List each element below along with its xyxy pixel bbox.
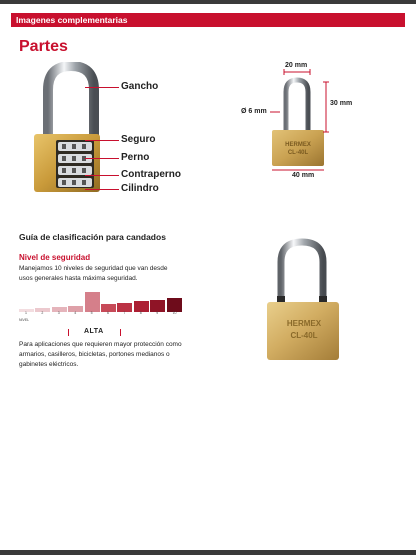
rating-bracket-right [120, 329, 121, 336]
scale-start-label: NIVEL [19, 318, 30, 322]
engraving-brand: HERMEX [286, 319, 322, 328]
engraving-model-small: CL-40L [287, 150, 309, 156]
engraving-model: CL-40L [290, 331, 318, 340]
rating-label: ALTA [84, 328, 104, 335]
label-seguro: Seguro [121, 134, 156, 145]
combination-padlock-image [26, 62, 106, 197]
bottom-border [0, 550, 416, 555]
dimension-padlock-image [262, 62, 342, 172]
scale-bar-5 [85, 292, 100, 312]
top-border [0, 0, 416, 4]
label-gancho: Gancho [121, 81, 159, 92]
scale-tick-7: 7 [123, 311, 126, 315]
application-description: Para aplicaciones que requieren mayor protección como armarios, casilleros, bicicletas, portones medianos o gabinetes eléctricos. [19, 341, 182, 368]
scale-tick-2: 2 [41, 311, 44, 315]
label-contraperno: Contraperno [121, 169, 181, 180]
scale-tick-6: 6 [107, 311, 109, 315]
leader-contraperno [85, 175, 119, 176]
engraving-brand-small: HERMEX [285, 142, 311, 148]
security-level-description: Manejamos 10 niveles de seguridad que van desde usos generales hasta máxima seguridad. [19, 265, 168, 282]
guide-title: Guía de clasificación para candados [19, 232, 166, 242]
rating-bracket-left [68, 329, 69, 336]
scale-tick-9: 9 [156, 311, 159, 315]
label-perno: Perno [121, 152, 150, 163]
leader-cilindro [85, 189, 119, 190]
label-cilindro: Cilindro [121, 183, 159, 194]
dim-width-top: 20 mm [285, 62, 308, 69]
dim-diameter: Ø 6 mm [241, 108, 267, 115]
dim-width-bottom: 40 mm [292, 172, 315, 179]
leader-seguro [85, 140, 119, 141]
section-banner: Imagenes complementarias [11, 13, 405, 27]
scale-tick-8: 8 [139, 311, 142, 315]
scale-tick-5: 5 [90, 311, 93, 315]
security-level-scale [19, 289, 183, 312]
leader-gancho [85, 87, 119, 88]
security-level-title: Nivel de seguridad [19, 253, 91, 262]
leader-perno [85, 158, 119, 159]
parts-title: Partes [19, 38, 68, 55]
scale-bar-10 [167, 298, 182, 312]
scale-tick-10: 10 [172, 311, 177, 315]
dim-height: 30 mm [330, 100, 353, 107]
scale-tick-1: 1 [25, 311, 27, 315]
padlock-photo [262, 238, 342, 364]
scale-tick-3: 3 [57, 311, 60, 315]
scale-tick-4: 4 [74, 311, 77, 315]
rating-indicator [68, 328, 122, 336]
